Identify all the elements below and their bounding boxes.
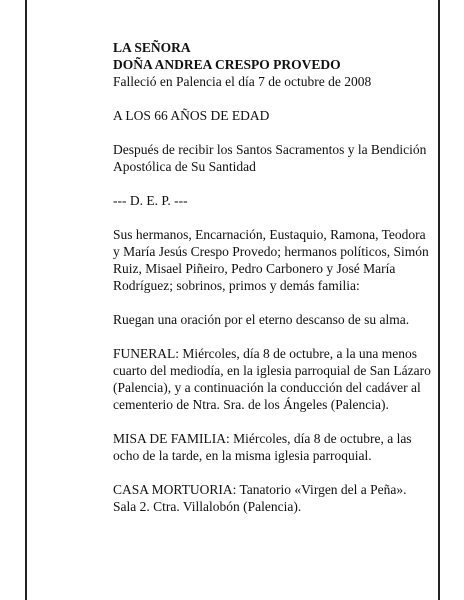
left-border-line <box>25 0 27 600</box>
family-mass-paragraph: MISA DE FAMILIA: Miércoles, día 8 de octubre, a las ocho de la tarde, en la misma iglesia parroquial. <box>113 431 412 463</box>
notice-title: LA SEÑORA <box>113 40 191 55</box>
funeral-home-paragraph: CASA MORTUORIA: Tanatorio «Virgen del a Peña». Sala 2. Ctra. Villalobón (Palencia). <box>113 482 407 514</box>
sacraments-paragraph: Después de recibir los Santos Sacramentos y la Bendición Apostólica de Su Santidad <box>113 142 427 174</box>
dep-line: --- D. E. P. --- <box>113 193 188 208</box>
family-paragraph: Sus hermanos, Encarnación, Eustaquio, Ramona, Teodora y María Jesús Crespo Provedo; hermanos políticos, Simón Ruiz, Misael Piñeiro, Pedro Carbonero y José María Rodríguez; sobrinos, primos y demás familia: <box>113 227 429 293</box>
death-info: Falleció en Palencia el día 7 de octubre de 2008 <box>113 74 372 89</box>
funeral-paragraph: FUNERAL: Miércoles, día 8 de octubre, a la una menos cuarto del mediodía, en la iglesia parroquial de San Lázaro (Palencia), y a continuación la conducción del cadáver al cementerio de Ntra. Sra. de los Ángeles (Palencia). <box>113 346 431 412</box>
deceased-name: DOÑA ANDREA CRESPO PROVEDO <box>113 57 341 72</box>
age-line: A LOS 66 AÑOS DE EDAD <box>113 108 270 123</box>
right-border-line <box>438 0 440 600</box>
obituary-notice <box>113 39 431 515</box>
prayer-paragraph: Ruegan una oración por el eterno descanso de su alma. <box>113 312 410 327</box>
